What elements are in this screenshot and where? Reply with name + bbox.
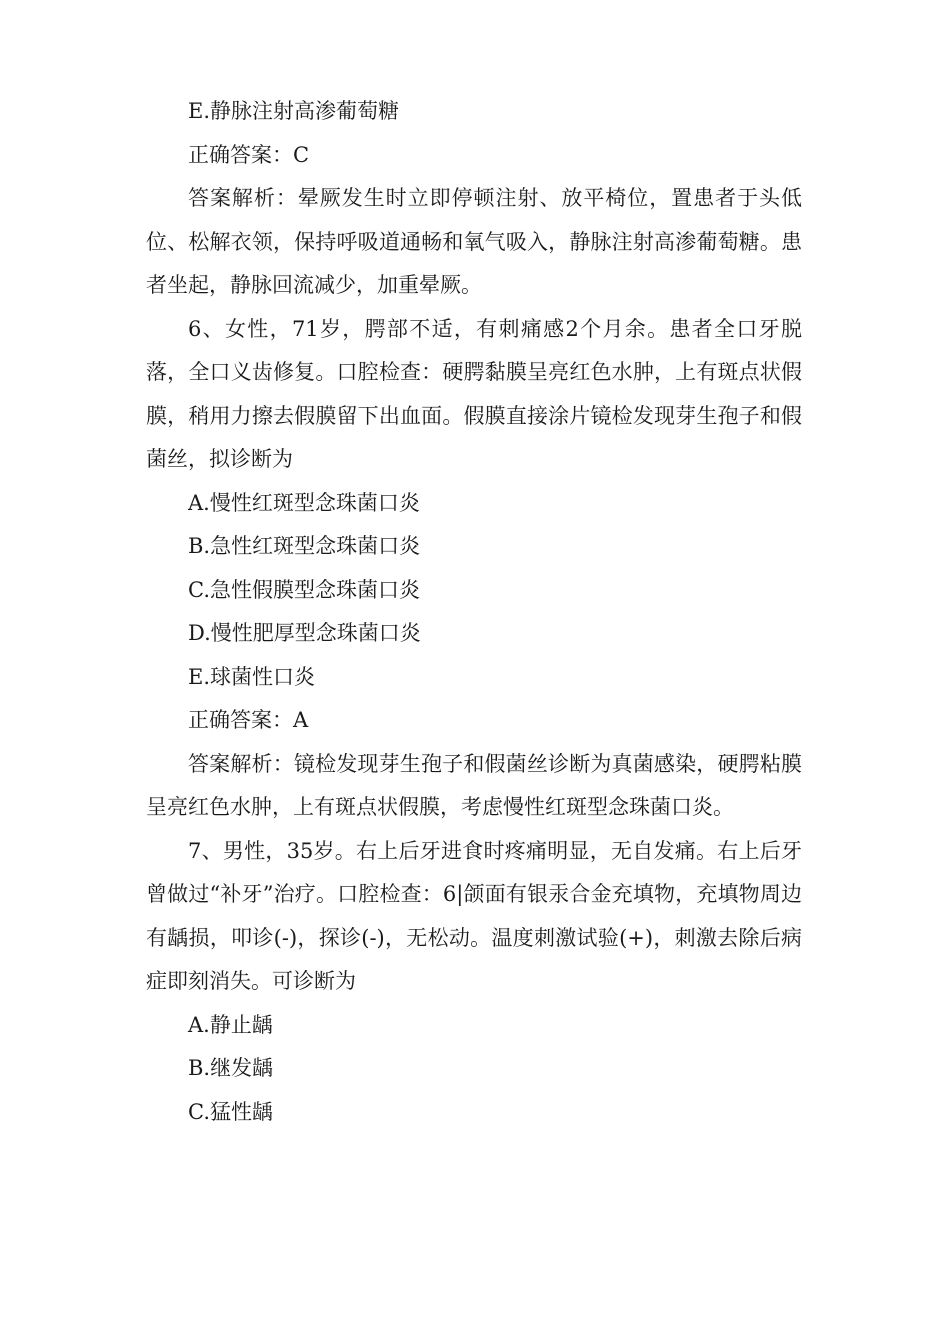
q6-option-a: A.慢性红斑型念珠菌口炎 (188, 490, 420, 515)
q6-analysis: 答案解析：镜检发现芽生孢子和假菌丝诊断为真菌感染，硬腭粘膜呈亮红色水肿，上有斑点状假膜，考虑慢性红斑型念珠菌口炎。 (146, 751, 802, 819)
q6-option-c: C.急性假膜型念珠菌口炎 (188, 577, 420, 602)
q7-option-b: B.继发龋 (188, 1056, 274, 1080)
q5-option-e: E.静脉注射高渗葡萄糖 (188, 99, 400, 123)
q7-stem: 7、男性，35岁。右上后牙进食时疼痛明显，无自发痛。右上后牙曾做过“补牙”治疗。口腔检查：6|颌面有银汞合金充填物，充填物周边有龋损，叩诊(-)，探诊(-)，无松动。温度刺激试验(+)，刺激去除后病症即刻消失。可诊断为 (146, 838, 802, 993)
q6-answer: 正确答案：A (188, 708, 309, 732)
q6-stem: 6、女性，71岁，腭部不适，有刺痛感2个月余。患者全口牙脱落，全口义齿修复。口腔检查：硬腭黏膜呈亮红色水肿，上有斑点状假膜，稍用力擦去假膜留下出血面。假膜直接涂片镜检发现芽生孢子和假菌丝，拟诊断为 (146, 316, 802, 471)
document-page (146, 90, 802, 1134)
q5-answer: 正确答案：C (188, 142, 310, 167)
q7-option-c: C.猛性龋 (188, 1099, 273, 1124)
q6-option-d: D.慢性肥厚型念珠菌口炎 (188, 621, 421, 645)
q5-analysis: 答案解析：晕厥发生时立即停顿注射、放平椅位，置患者于头低位、松解衣领，保持呼吸道通畅和氧气吸入，静脉注射高渗葡萄糖。患者坐起，静脉回流减少，加重晕厥。 (146, 186, 802, 297)
q7-option-a: A.静止龋 (188, 1012, 273, 1037)
q6-option-b: B.急性红斑型念珠菌口炎 (188, 534, 421, 558)
q6-option-e: E.球菌性口炎 (188, 664, 316, 689)
